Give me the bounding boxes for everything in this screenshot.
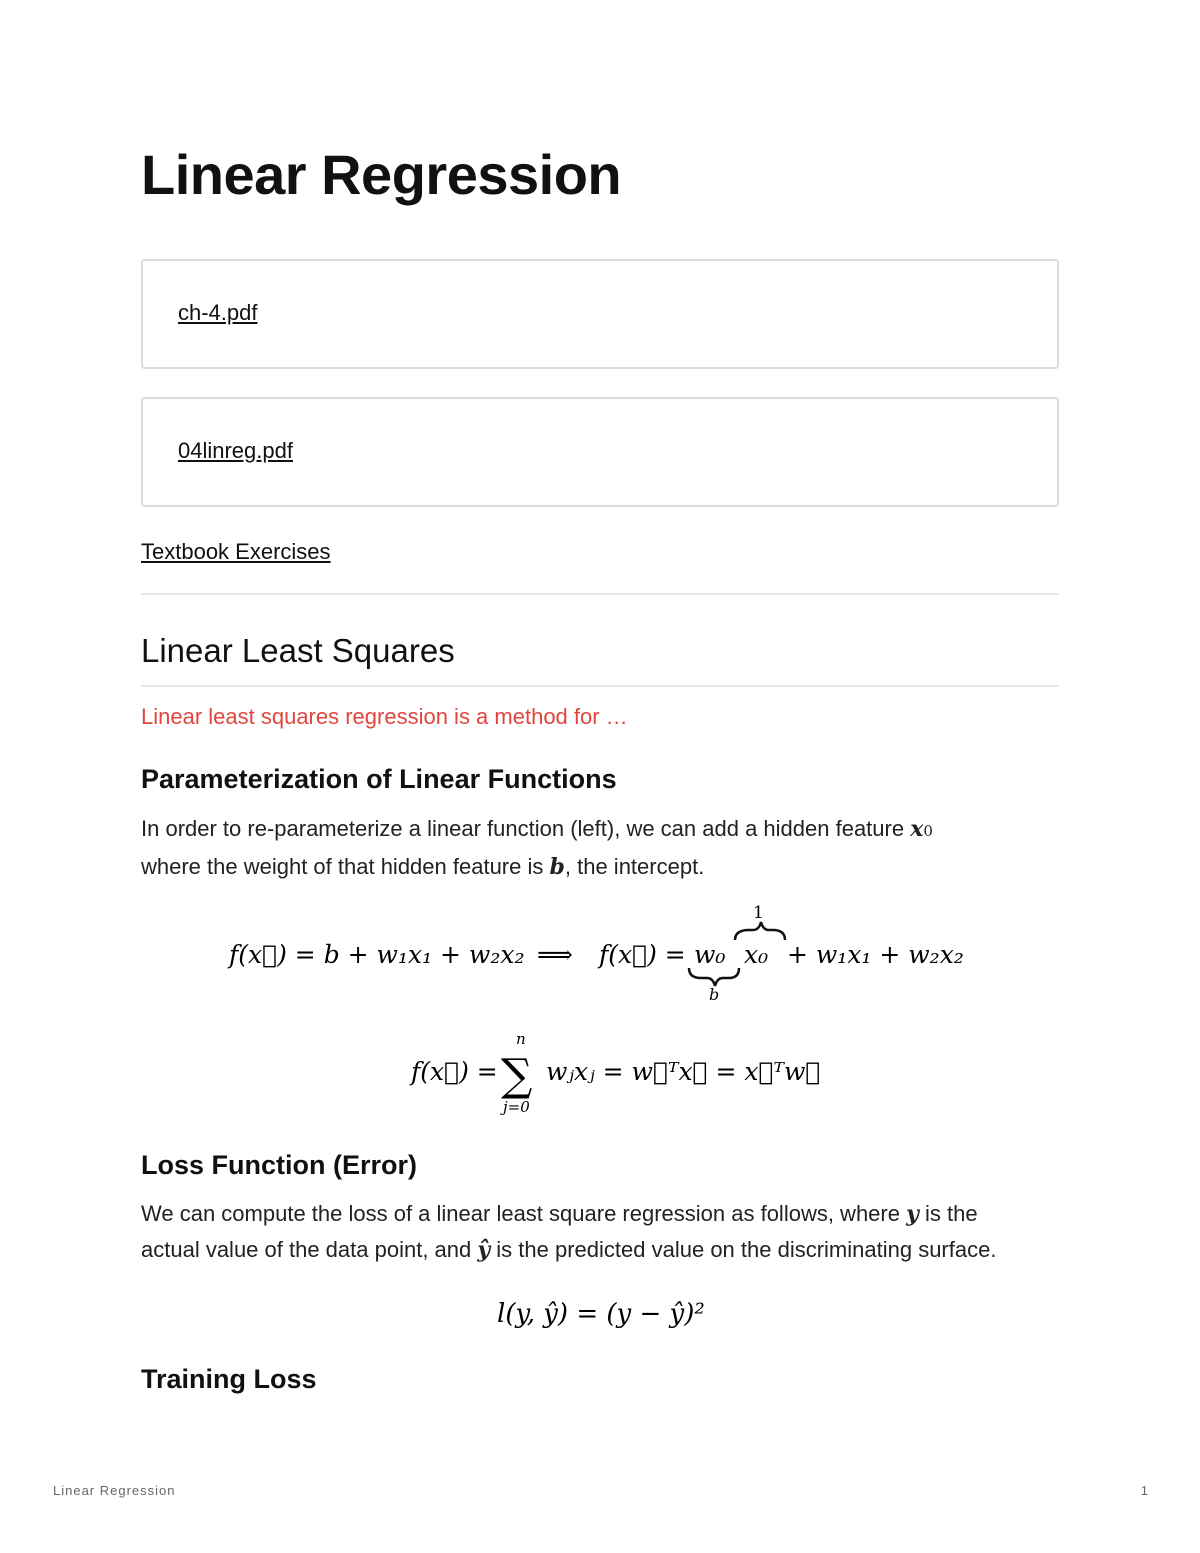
paragraph-text: is the predicted value on the discriminating surface. bbox=[496, 1237, 997, 1262]
loss-paragraph bbox=[141, 1196, 1059, 1268]
paragraph-text: , the intercept. bbox=[564, 854, 705, 879]
eq1-rest: + w₁x₁ + w₂x₂ bbox=[787, 940, 964, 969]
paragraph-text: where the weight of that hidden feature is bbox=[141, 854, 544, 879]
paragraph-text: actual value of the data point, and bbox=[141, 1237, 472, 1262]
math-y: y bbox=[906, 1201, 919, 1227]
section-summary: Linear least squares regression is a method for … bbox=[141, 704, 628, 729]
equation-dot-product bbox=[411, 1030, 821, 1120]
attachment-card-ch4[interactable] bbox=[141, 259, 1059, 369]
eq1-right-lhs: f(x⃗) = bbox=[599, 940, 686, 969]
training-loss-heading: Training Loss bbox=[141, 1364, 317, 1394]
eq2-upper: n bbox=[516, 1030, 526, 1048]
underbrace bbox=[689, 968, 739, 986]
eq1-x0: x₀ bbox=[744, 940, 769, 969]
attachment-link-ch4[interactable]: ch-4.pdf bbox=[178, 300, 258, 325]
eq2-sigma: ∑ bbox=[501, 1050, 533, 1101]
parameterization-paragraph bbox=[141, 811, 1059, 885]
math-b: b bbox=[549, 854, 565, 880]
attachment-link-04linreg[interactable]: 04linreg.pdf bbox=[178, 438, 293, 463]
section-underline bbox=[141, 685, 1059, 687]
math-yhat: ŷ bbox=[477, 1237, 491, 1263]
eq2-lower: j=0 bbox=[503, 1098, 530, 1116]
eq1-w0: w₀ bbox=[694, 940, 726, 969]
overbrace bbox=[735, 922, 785, 940]
page-title: Linear Regression bbox=[141, 143, 622, 206]
eq2-lhs: f(x⃗) = bbox=[411, 1057, 498, 1086]
equation-loss bbox=[497, 1290, 727, 1340]
divider bbox=[141, 593, 1059, 595]
section-title: Linear Least Squares bbox=[141, 632, 455, 669]
paragraph-text: In order to re-parameterize a linear function (left), we can add a hidden feature bbox=[141, 816, 905, 841]
eq1-over-label: 1 bbox=[753, 903, 764, 923]
math-x0: x0 bbox=[910, 816, 933, 842]
eq1-arrow: ⟹ bbox=[537, 940, 573, 969]
equation-reparameterization bbox=[229, 900, 989, 1010]
loss-heading: Loss Function (Error) bbox=[141, 1150, 417, 1180]
paragraph-text: is the bbox=[925, 1201, 978, 1226]
footer-title: Linear Regression bbox=[53, 1483, 176, 1498]
eq1-under-label: b bbox=[709, 985, 720, 1004]
eq1-left: f(x⃗) = b + w₁x₁ + w₂x₂ bbox=[229, 940, 525, 969]
eq3-text: l(y, ŷ) = (y − ŷ)² bbox=[497, 1299, 705, 1329]
paragraph-text: We can compute the loss of a linear least square regression as follows, where bbox=[141, 1201, 900, 1226]
attachment-card-04linreg[interactable] bbox=[141, 397, 1059, 507]
eq2-rhs: wⱼxⱼ = w⃗ᵀx⃗ = x⃗ᵀw⃗ bbox=[546, 1057, 821, 1086]
textbook-exercises-link[interactable]: Textbook Exercises bbox=[141, 539, 331, 564]
footer-page-number: 1 bbox=[1140, 1483, 1148, 1498]
parameterization-heading: Parameterization of Linear Functions bbox=[141, 764, 617, 794]
